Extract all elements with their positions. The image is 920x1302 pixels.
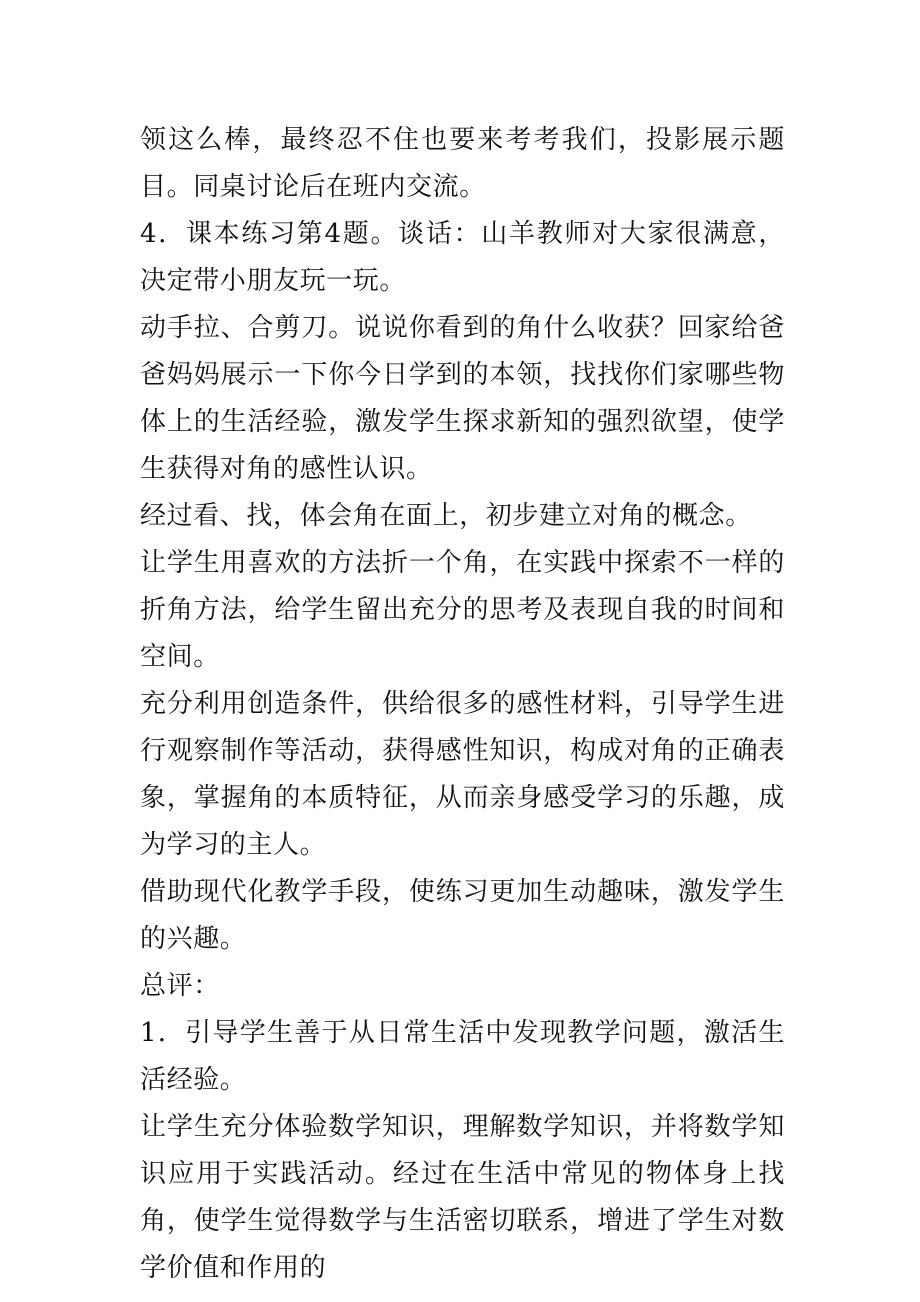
paragraph-scissors-activity: 动手拉、合剪刀。说说你看到的角什么收获？回家给爸爸妈妈展示一下你今日学到的本领，找找你们家哪些物体上的生活经验，激发学生探求新知的强烈欲望，使学生获得对角的感性认识。: [140, 313, 785, 484]
paragraph-summary-point-1: 1．引导学生善于从日常生活中发现教学问题，激活生活经验。: [140, 1018, 785, 1095]
paragraph-exercise-4: 4．课本练习第4题。谈话：山羊教师对大家很满意，决定带小朋友玩一玩。: [140, 219, 785, 296]
section-heading-summary: 总评：: [140, 971, 220, 1001]
document-body: [140, 117, 785, 1292]
paragraph-experience-math: 让学生充分体验数学知识，理解数学知识，并将数学知识应用于实践活动。经过在生活中常见的物体身上找角，使学生觉得数学与生活密切联系，增进了学生对数学价值和作用的: [140, 1112, 785, 1283]
paragraph-create-conditions: 充分利用创造条件，供给很多的感性材料，引导学生进行观察制作等活动，获得感性知识，构成对角的正确表象，掌握角的本质特征，从而亲身感受学习的乐趣，成为学习的主人。: [140, 689, 785, 860]
paragraph-modern-teaching: 借助现代化教学手段，使练习更加生动趣味，激发学生的兴趣。: [140, 877, 785, 954]
paragraph-fold-angle: 让学生用喜欢的方法折一个角，在实践中探索不一样的折角方法，给学生留出充分的思考及表现自我的时间和空间。: [140, 548, 785, 672]
paragraph-look-find: 经过看、找，体会角在面上，初步建立对角的概念。: [140, 501, 752, 531]
paragraph-intro-continued: 领这么棒，最终忍不住也要来考考我们，投影展示题目。同桌讨论后在班内交流。: [140, 125, 785, 202]
